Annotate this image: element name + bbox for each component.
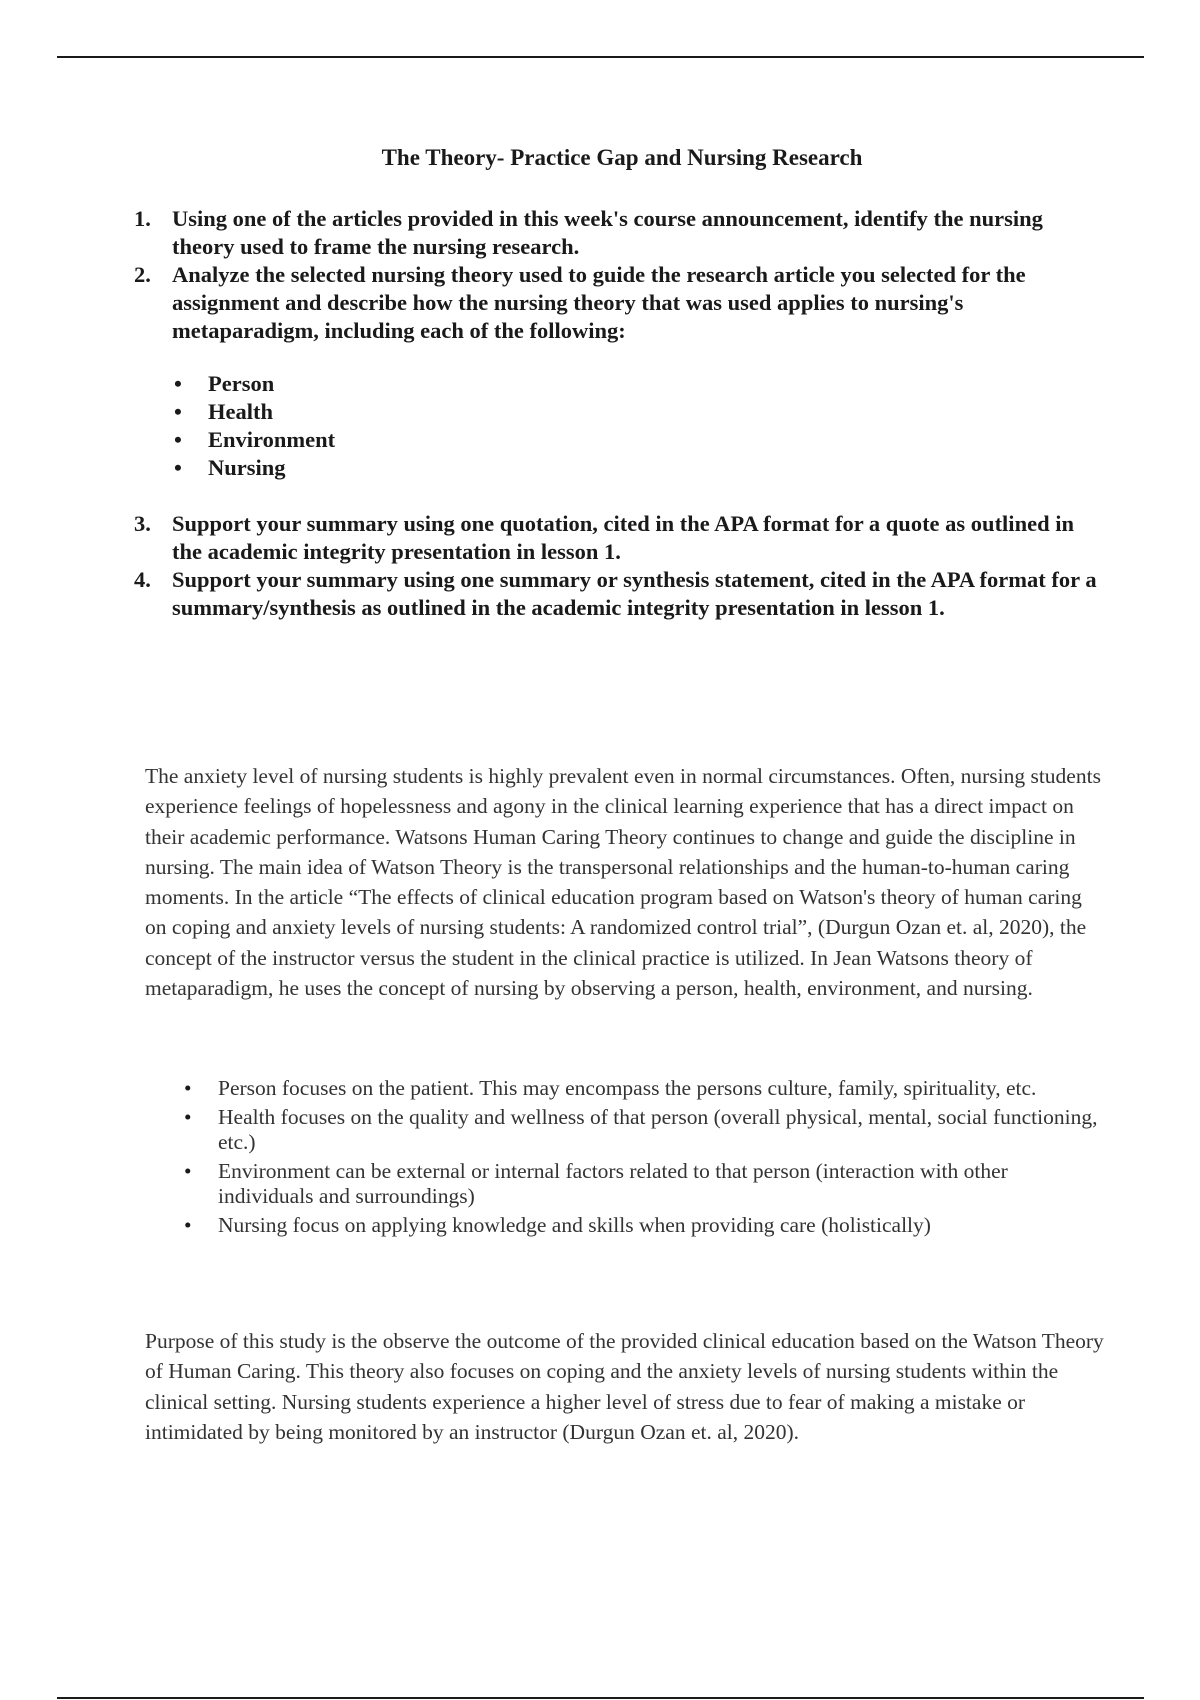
question-number: 2. (134, 262, 151, 287)
top-rule (57, 56, 1144, 58)
document-title: The Theory- Practice Gap and Nursing Research (381, 145, 863, 170)
metaparadigm-item: • Person (174, 371, 275, 396)
metaparadigm-detail-item: • Environment can be external or internal factors related to that person (interaction with other individuals and surroundings) (184, 1159, 1008, 1208)
bottom-rule (57, 1697, 1144, 1699)
question-number: 1. (134, 206, 151, 231)
question-item (134, 205, 1102, 261)
bullet-icon: • (174, 371, 182, 396)
metaparadigm-list (174, 370, 336, 482)
question-text: Support your summary using one summary or synthesis statement, cited in the APA format for a summary/synthesis as outlined in the academic integrity presentation in lesson 1. (172, 567, 1097, 620)
assignment-questions-part1 (134, 205, 1102, 345)
question-number: 4. (134, 567, 151, 592)
metaparadigm-detail-item: • Nursing focus on applying knowledge and skills when providing care (holistically) (184, 1213, 931, 1237)
bullet-icon: • (174, 399, 182, 424)
bullet-icon: • (184, 1105, 192, 1129)
metaparadigm-item: • Nursing (174, 455, 286, 480)
intro-paragraph: The anxiety level of nursing students is highly prevalent even in normal circumstances. Often, nursing students experience feelings of hopelessness and agony in the clinical learning experience that has a direct impact on their academic performance. Watsons Human Caring Theory continues to change and guide the discipline in nursing. The main idea of Watson Theory is the transpersonal relationships and the human-to-human caring moments. In the article “The effects of clinical education program based on Watson's theory of human caring on coping and anxiety levels of nursing students: A randomized control trial”, (Durgun Ozan et. al, 2020), the concept of the instructor versus the student in the clinical practice is utilized. In Jean Watsons theory of metaparadigm, he uses the concept of nursing by observing a person, health, environment, and nursing. (145, 764, 1101, 1001)
bullet-icon: • (174, 427, 182, 452)
question-text: Support your summary using one quotation, cited in the APA format for a quote as outlined in the academic integrity presentation in lesson 1. (172, 511, 1074, 564)
bullet-icon: • (184, 1159, 192, 1183)
bullet-icon: • (174, 455, 182, 480)
bullet-icon: • (184, 1076, 192, 1100)
assignment-questions-part2 (134, 510, 1102, 622)
question-item (134, 566, 1102, 622)
question-item (134, 261, 1102, 345)
bullet-icon: • (184, 1213, 192, 1237)
metaparadigm-detail-item: • Person focuses on the patient. This may encompass the persons culture, family, spirituality, etc. (184, 1076, 1037, 1100)
question-text: Using one of the articles provided in this week's course announcement, identify the nursing theory used to frame the nursing research. (172, 206, 1043, 259)
metaparadigm-detail-item: • Health focuses on the quality and wellness of that person (overall physical, mental, social functioning, etc.) (184, 1105, 1098, 1154)
question-number: 3. (134, 511, 151, 536)
purpose-paragraph: Purpose of this study is the observe the outcome of the provided clinical education based on the Watson Theory of Human Caring. This theory also focuses on coping and the anxiety levels of nursing students within the clinical setting. Nursing students experience a higher level of stress due to fear of making a mistake or intimidated by being monitored by an instructor (Durgun Ozan et. al, 2020). (145, 1329, 1104, 1444)
metaparadigm-item: • Health (174, 399, 273, 424)
metaparadigm-details-list (184, 1076, 1108, 1242)
metaparadigm-item: • Environment (174, 427, 336, 452)
question-text: Analyze the selected nursing theory used to guide the research article you selected for the assignment and describe how the nursing theory that was used applies to nursing's metaparadigm, including each of the following: (172, 262, 1026, 343)
question-item (134, 510, 1102, 566)
